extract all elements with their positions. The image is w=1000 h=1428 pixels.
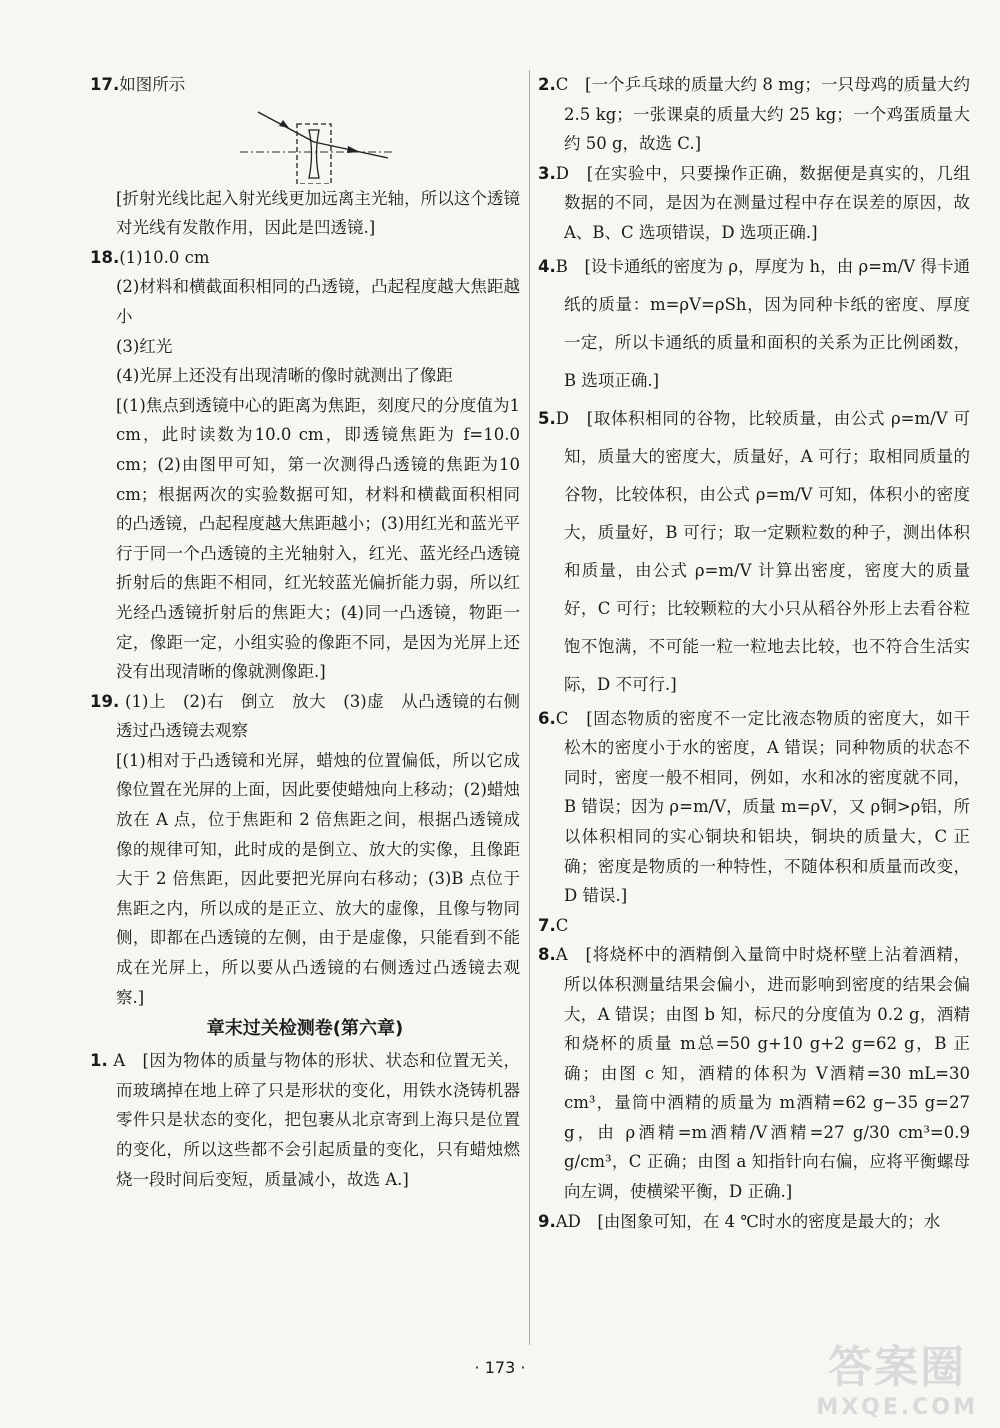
question-label: 2.: [538, 75, 556, 94]
question-label: 3.: [538, 163, 556, 183]
answer-part: (3)红光: [116, 336, 173, 356]
section-title: 章末过关检测卷(第六章): [206, 1018, 404, 1040]
concave-lens-icon: [309, 130, 319, 178]
explanation: [取体积相同的谷物，比较质量，由公式 ρ=m/V 可知，质量大的密度大，质量好，A 可行；取相同质量的谷物，比较体积，由公式 ρ=m/V 可知，体积小的密度大，质量好，B 可行；取一定颗粒数的种子，测出体积和质量，由公式 ρ=m/V 计算出密度，密度大的质量好，C 可行；比较颗粒的大小只从稻谷外形上去看谷粒饱不饱满，不可能一粒一粒地去比较，也不符合生活实际，D 不可行.]: [564, 408, 971, 694]
question-label: 7.: [538, 915, 556, 935]
optics-diagram: [90, 100, 520, 184]
explanation: [折射光线比起入射光线更加远离主光轴，所以这个透镜对光线有发散作用，因此是凹透镜.]: [116, 188, 520, 238]
question-label: 5.: [538, 408, 556, 428]
watermark-logo: [816, 1331, 978, 1420]
question-17: [90, 70, 520, 100]
watermark-url: MXQE.COM: [816, 1395, 978, 1420]
question-label: 8.: [538, 945, 556, 965]
right-column: [538, 70, 970, 1236]
answer: C: [555, 708, 569, 728]
answer-part: (4)光屏上还没有出现清晰的像时就测出了像距: [116, 366, 453, 386]
answer: C: [555, 915, 569, 935]
question-1: [90, 1046, 520, 1194]
left-column: [90, 70, 520, 1194]
question-4: [538, 248, 970, 400]
explanation: [(1)相对于凸透镜和光屏，蜡烛的位置偏低，所以它成像位置在光屏的上面，因此要使蜡烛向上移动；(2)蜡烛放在 A 点，位于焦距和 2 倍焦距之间，根据凸透镜成像的规律可知，此时成的是倒立、放大的实像，且像距大于 2 倍焦距，因此要把光屏向右移动；(3)B 点位于焦距之内，所以成的是正立、放大的虚像，且像与物同侧，即都在凸透镜的左侧，由于是虚像，只能看到不能成在光屏上，所以要从凸透镜的右侧透过凸透镜去观察.]: [116, 750, 520, 1007]
answer: A: [555, 945, 568, 965]
answer-part: (2)材料和横截面积相同的凸透镜，凸起程度越大焦距越小: [116, 277, 520, 326]
question-9: [538, 1207, 970, 1237]
answer: B: [555, 256, 568, 276]
question-label: 18.: [90, 247, 120, 267]
question-label: 1.: [90, 1051, 108, 1071]
concave-lens-figure: [90, 100, 520, 184]
arrow-icon: [279, 120, 289, 128]
answer: AD: [555, 1211, 581, 1231]
explanation: [固态物质的密度不一定比液态物质的密度大，如干松木的密度小于水的密度，A 错误；同种物质的状态不同时，密度一般不相同，例如，水和冰的密度就不同，B 错误；因为 ρ=m/V，质量 m=ρV，又 ρ铜>ρ铝，所以体积相同的实心铜块和铝块，铜块的质量大，C 正确；密度是物质的一种特性，不随体积和质量而改变，D 错误.]: [564, 708, 971, 906]
lens-box: [297, 124, 331, 184]
question-label: 4.: [538, 256, 556, 276]
answer: C: [555, 75, 569, 94]
question-6: [538, 704, 970, 911]
question-2: [538, 70, 970, 159]
explanation: [将烧杯中的酒精倒入量筒中时烧杯壁上沾着酒精，所以体积测量结果会偏小，进而影响到密度的结果会偏大，A 错误；由图 b 知，标尺的分度值为 0.2 g，酒精和烧杯的质量 m总=50 g+10 g+2 g=62 g，B 正确；由图 c 知，酒精的体积为 V酒精=30 mL=30 cm³，量筒中酒精的质量为 m酒精=62 g−35 g=27 g，由 ρ酒精=m酒精/V酒精=27 g/30 cm³=0.9 g/cm³，C 正确；由图 a 知指针向右偏，应将平衡螺母向左调，使横梁平衡，D 正确.]: [564, 945, 971, 1202]
question-label: 9.: [538, 1211, 556, 1231]
answer: D: [555, 163, 569, 183]
explanation: [(1)焦点到透镜中心的距离为焦距，刻度尺的分度值为1 cm，此时读数为10.0 cm，即透镜焦距为 f=10.0 cm；(2)由图甲可知，第一次测得凸透镜的焦距为10 cm；根据两次的实验数据可知，材料和横截面积相同的凸透镜，凸起程度越大焦距越小；(3)用红光和蓝光平行于同一个凸透镜的主光轴射入，红光、蓝光经凸透镜折射后的焦距不相同，红光较蓝光偏折能力弱，所以红光经凸透镜折射后的焦距大；(4)同一凸透镜，物距一定，像距一定，小组实验的像距不同，是因为光屏上还没有出现清晰的像就测像距.]: [116, 395, 520, 682]
explanation: [由图象可知，在 4 ℃时水的密度是最大的；水: [597, 1211, 941, 1231]
watermark-text: 答案圈: [828, 1342, 967, 1393]
answer: D: [555, 408, 569, 428]
explanation: [在实验中，只要操作正确，数据便是真实的，几组数据的不同，是因为在测量过程中存在误差的原因，故 A、B、C 选项错误，D 选项正确.]: [564, 163, 971, 242]
answer: (1)上 (2)右 倒立 放大 (3)虚 从凸透镜的右侧透过凸透镜去观察: [116, 691, 520, 741]
explanation: [因为物体的质量与物体的形状、状态和位置无关，而玻璃掉在地上碎了只是形状的变化，用铁水浇铸机器零件只是状态的变化，把包裹从北京寄到上海只是位置的变化，所以这些都不会引起质量的变化，只有蜡烛燃烧一段时间后变短，质量减小，故选 A.]: [116, 1051, 521, 1189]
question-label: 19.: [90, 691, 120, 711]
question-title: 如图所示: [119, 75, 186, 94]
question-label: 6.: [538, 708, 556, 728]
column-divider: [529, 70, 530, 1345]
question-7: [538, 911, 970, 941]
arrow-icon: [347, 146, 360, 153]
question-19: [90, 687, 520, 746]
answer: A: [113, 1051, 126, 1071]
page-number: · 173 ·: [474, 1358, 526, 1377]
question-label: 17.: [90, 75, 120, 94]
question-8: [538, 940, 970, 1206]
answer-part: (1)10.0 cm: [119, 247, 210, 267]
question-3: [538, 159, 970, 248]
question-18: [90, 243, 520, 273]
question-5: [538, 400, 970, 704]
explanation: [设卡通纸的密度为 ρ，厚度为 h，由 ρ=m/V 得卡通纸的质量：m=ρV=ρSh，因为同种卡纸的密度、厚度一定，所以卡通纸的质量和面积的关系为正比例函数，B 选项正确.]: [564, 256, 971, 390]
explanation: [一个乒乓球的质量大约 8 mg；一只母鸡的质量大约2.5 kg；一张课桌的质量大约 25 kg；一个鸡蛋质量大约 50 g，故选 C.]: [564, 75, 970, 154]
